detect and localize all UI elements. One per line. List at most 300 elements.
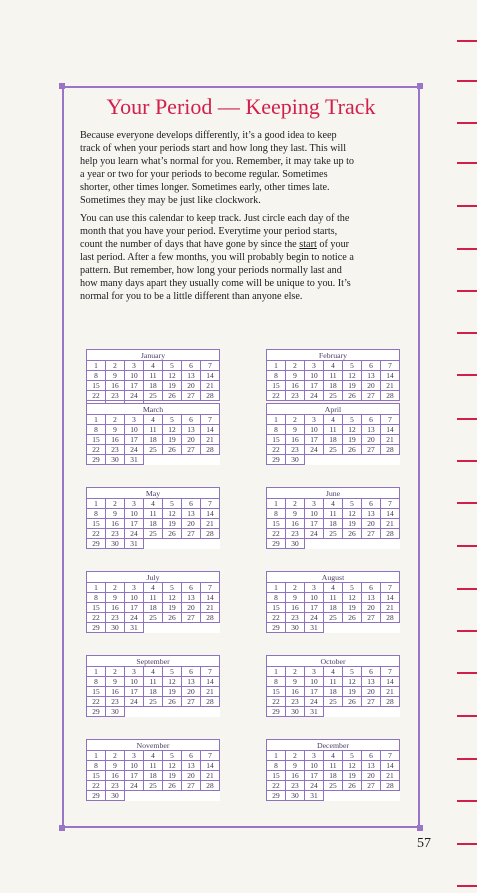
day-cell[interactable]: 2	[286, 361, 305, 371]
day-cell[interactable]: 30	[106, 539, 125, 549]
day-cell[interactable]: 15	[267, 771, 286, 781]
day-cell[interactable]: 27	[182, 391, 201, 401]
day-cell[interactable]: 1	[87, 415, 106, 425]
day-cell[interactable]: 5	[343, 583, 362, 593]
day-cell[interactable]: 8	[267, 761, 286, 771]
day-cell[interactable]: 17	[305, 687, 324, 697]
day-cell[interactable]: 23	[286, 445, 305, 455]
day-cell[interactable]: 3	[125, 583, 144, 593]
day-cell[interactable]: 3	[125, 667, 144, 677]
day-cell[interactable]: 30	[106, 623, 125, 633]
day-cell[interactable]: 14	[201, 593, 220, 603]
day-cell[interactable]: 8	[87, 593, 106, 603]
day-cell[interactable]: 26	[343, 445, 362, 455]
day-cell[interactable]: 8	[87, 425, 106, 435]
day-cell[interactable]: 16	[106, 687, 125, 697]
day-cell[interactable]: 21	[381, 381, 400, 391]
day-cell[interactable]: 20	[362, 435, 381, 445]
day-cell[interactable]: 9	[286, 761, 305, 771]
day-cell[interactable]: 26	[163, 697, 182, 707]
day-cell[interactable]: 15	[267, 435, 286, 445]
day-cell[interactable]: 16	[286, 687, 305, 697]
day-cell[interactable]: 1	[87, 583, 106, 593]
day-cell[interactable]: 23	[106, 391, 125, 401]
day-cell[interactable]: 14	[201, 509, 220, 519]
day-cell[interactable]: 20	[362, 771, 381, 781]
day-cell[interactable]: 20	[182, 519, 201, 529]
day-cell[interactable]: 7	[201, 583, 220, 593]
day-cell[interactable]: 3	[125, 415, 144, 425]
day-cell[interactable]: 16	[106, 603, 125, 613]
day-cell[interactable]: 2	[106, 361, 125, 371]
day-cell[interactable]: 24	[305, 781, 324, 791]
day-cell[interactable]: 5	[163, 751, 182, 761]
day-cell[interactable]: 26	[163, 613, 182, 623]
day-cell[interactable]: 28	[381, 781, 400, 791]
day-cell[interactable]: 25	[324, 781, 343, 791]
day-cell[interactable]: 24	[125, 697, 144, 707]
day-cell[interactable]: 29	[267, 707, 286, 717]
day-cell[interactable]: 22	[87, 529, 106, 539]
day-cell[interactable]: 5	[343, 667, 362, 677]
day-cell[interactable]: 25	[144, 445, 163, 455]
day-cell[interactable]: 27	[362, 781, 381, 791]
day-cell[interactable]: 26	[343, 529, 362, 539]
day-cell[interactable]: 14	[381, 593, 400, 603]
day-cell[interactable]: 12	[343, 509, 362, 519]
day-cell[interactable]: 2	[106, 751, 125, 761]
day-cell[interactable]: 16	[286, 381, 305, 391]
day-cell[interactable]: 7	[201, 751, 220, 761]
day-cell[interactable]: 29	[87, 707, 106, 717]
day-cell[interactable]: 12	[163, 761, 182, 771]
day-cell[interactable]: 30	[106, 791, 125, 801]
day-cell[interactable]: 17	[305, 519, 324, 529]
day-cell[interactable]: 4	[144, 751, 163, 761]
day-cell[interactable]: 27	[362, 445, 381, 455]
day-cell[interactable]: 25	[324, 529, 343, 539]
day-cell[interactable]: 19	[343, 435, 362, 445]
day-cell[interactable]: 8	[87, 677, 106, 687]
day-cell[interactable]: 18	[324, 603, 343, 613]
day-cell[interactable]: 8	[267, 425, 286, 435]
day-cell[interactable]: 29	[87, 791, 106, 801]
day-cell[interactable]: 7	[381, 583, 400, 593]
day-cell[interactable]: 4	[144, 499, 163, 509]
day-cell[interactable]: 23	[106, 529, 125, 539]
day-cell[interactable]: 27	[182, 529, 201, 539]
day-cell[interactable]: 4	[144, 583, 163, 593]
day-cell[interactable]: 20	[182, 435, 201, 445]
day-cell[interactable]: 6	[362, 583, 381, 593]
day-cell[interactable]: 18	[324, 435, 343, 445]
day-cell[interactable]: 23	[286, 781, 305, 791]
day-cell[interactable]: 28	[381, 529, 400, 539]
day-cell[interactable]: 9	[286, 593, 305, 603]
day-cell[interactable]: 29	[87, 539, 106, 549]
day-cell[interactable]: 25	[324, 391, 343, 401]
day-cell[interactable]: 23	[286, 391, 305, 401]
day-cell[interactable]: 7	[201, 361, 220, 371]
day-cell[interactable]: 15	[267, 687, 286, 697]
day-cell[interactable]: 24	[125, 529, 144, 539]
day-cell[interactable]: 30	[106, 707, 125, 717]
day-cell[interactable]: 10	[125, 593, 144, 603]
day-cell[interactable]: 8	[87, 509, 106, 519]
day-cell[interactable]: 1	[267, 415, 286, 425]
day-cell[interactable]: 10	[125, 677, 144, 687]
day-cell[interactable]: 30	[286, 623, 305, 633]
day-cell[interactable]: 20	[362, 519, 381, 529]
day-cell[interactable]: 5	[163, 361, 182, 371]
day-cell[interactable]: 9	[106, 371, 125, 381]
day-cell[interactable]: 2	[286, 667, 305, 677]
day-cell[interactable]: 10	[305, 677, 324, 687]
day-cell[interactable]: 27	[182, 445, 201, 455]
day-cell[interactable]: 3	[305, 415, 324, 425]
day-cell[interactable]: 1	[267, 751, 286, 761]
day-cell[interactable]: 4	[324, 415, 343, 425]
day-cell[interactable]: 10	[125, 761, 144, 771]
day-cell[interactable]: 14	[381, 425, 400, 435]
day-cell[interactable]: 15	[267, 519, 286, 529]
day-cell[interactable]: 6	[182, 583, 201, 593]
day-cell[interactable]: 18	[324, 381, 343, 391]
day-cell[interactable]: 24	[305, 697, 324, 707]
day-cell[interactable]: 20	[182, 771, 201, 781]
day-cell[interactable]: 21	[201, 381, 220, 391]
day-cell[interactable]: 21	[201, 771, 220, 781]
day-cell[interactable]: 17	[125, 603, 144, 613]
day-cell[interactable]: 1	[267, 667, 286, 677]
day-cell[interactable]: 11	[144, 677, 163, 687]
day-cell[interactable]: 29	[267, 455, 286, 465]
day-cell[interactable]: 18	[324, 519, 343, 529]
day-cell[interactable]: 22	[87, 613, 106, 623]
day-cell[interactable]: 2	[286, 751, 305, 761]
day-cell[interactable]: 6	[362, 667, 381, 677]
day-cell[interactable]: 7	[381, 667, 400, 677]
day-cell[interactable]: 25	[324, 697, 343, 707]
day-cell[interactable]: 5	[163, 499, 182, 509]
day-cell[interactable]: 2	[106, 583, 125, 593]
day-cell[interactable]: 18	[324, 687, 343, 697]
day-cell[interactable]: 21	[381, 519, 400, 529]
day-cell[interactable]: 11	[144, 509, 163, 519]
day-cell[interactable]: 26	[163, 391, 182, 401]
day-cell[interactable]: 11	[324, 509, 343, 519]
day-cell[interactable]: 18	[144, 435, 163, 445]
day-cell[interactable]: 23	[106, 613, 125, 623]
day-cell[interactable]: 16	[286, 519, 305, 529]
day-cell[interactable]: 26	[163, 781, 182, 791]
day-cell[interactable]: 28	[201, 529, 220, 539]
day-cell[interactable]: 22	[267, 391, 286, 401]
day-cell[interactable]: 9	[106, 509, 125, 519]
day-cell[interactable]: 7	[381, 499, 400, 509]
day-cell[interactable]: 6	[182, 499, 201, 509]
day-cell[interactable]: 30	[286, 539, 305, 549]
day-cell[interactable]: 14	[381, 677, 400, 687]
day-cell[interactable]: 24	[305, 613, 324, 623]
day-cell[interactable]: 18	[144, 519, 163, 529]
day-cell[interactable]: 13	[362, 371, 381, 381]
day-cell[interactable]: 17	[125, 435, 144, 445]
day-cell[interactable]: 27	[362, 697, 381, 707]
day-cell[interactable]: 1	[267, 499, 286, 509]
day-cell[interactable]: 19	[343, 771, 362, 781]
day-cell[interactable]: 21	[381, 687, 400, 697]
day-cell[interactable]: 4	[144, 361, 163, 371]
day-cell[interactable]: 26	[163, 529, 182, 539]
day-cell[interactable]: 5	[163, 583, 182, 593]
day-cell[interactable]: 5	[343, 415, 362, 425]
day-cell[interactable]: 29	[87, 623, 106, 633]
day-cell[interactable]: 9	[106, 677, 125, 687]
day-cell[interactable]: 6	[182, 361, 201, 371]
day-cell[interactable]: 28	[381, 613, 400, 623]
day-cell[interactable]: 13	[362, 761, 381, 771]
day-cell[interactable]: 6	[362, 751, 381, 761]
day-cell[interactable]: 1	[87, 751, 106, 761]
day-cell[interactable]: 14	[201, 677, 220, 687]
day-cell[interactable]: 7	[201, 667, 220, 677]
day-cell[interactable]: 27	[182, 781, 201, 791]
day-cell[interactable]: 13	[182, 593, 201, 603]
day-cell[interactable]: 28	[381, 697, 400, 707]
day-cell[interactable]: 12	[343, 761, 362, 771]
day-cell[interactable]: 7	[381, 751, 400, 761]
day-cell[interactable]: 27	[362, 391, 381, 401]
day-cell[interactable]: 22	[267, 529, 286, 539]
day-cell[interactable]: 13	[182, 677, 201, 687]
day-cell[interactable]: 19	[343, 687, 362, 697]
day-cell[interactable]: 14	[201, 761, 220, 771]
day-cell[interactable]: 14	[381, 761, 400, 771]
day-cell[interactable]: 15	[87, 381, 106, 391]
day-cell[interactable]: 31	[125, 539, 144, 549]
day-cell[interactable]: 31	[125, 623, 144, 633]
day-cell[interactable]: 12	[343, 371, 362, 381]
day-cell[interactable]: 2	[286, 583, 305, 593]
day-cell[interactable]: 27	[182, 613, 201, 623]
day-cell[interactable]: 25	[144, 391, 163, 401]
day-cell[interactable]: 16	[106, 519, 125, 529]
day-cell[interactable]: 1	[87, 667, 106, 677]
day-cell[interactable]: 19	[163, 519, 182, 529]
day-cell[interactable]: 7	[381, 415, 400, 425]
day-cell[interactable]: 28	[381, 391, 400, 401]
day-cell[interactable]: 29	[87, 455, 106, 465]
day-cell[interactable]: 23	[106, 781, 125, 791]
day-cell[interactable]: 10	[305, 371, 324, 381]
day-cell[interactable]: 11	[324, 425, 343, 435]
day-cell[interactable]: 12	[163, 425, 182, 435]
day-cell[interactable]: 9	[286, 425, 305, 435]
day-cell[interactable]: 3	[305, 583, 324, 593]
day-cell[interactable]: 10	[305, 425, 324, 435]
day-cell[interactable]: 13	[182, 761, 201, 771]
day-cell[interactable]: 3	[305, 361, 324, 371]
day-cell[interactable]: 9	[286, 677, 305, 687]
day-cell[interactable]: 11	[324, 371, 343, 381]
day-cell[interactable]: 14	[201, 371, 220, 381]
day-cell[interactable]: 5	[343, 499, 362, 509]
day-cell[interactable]: 10	[305, 593, 324, 603]
day-cell[interactable]: 19	[163, 381, 182, 391]
day-cell[interactable]: 19	[163, 771, 182, 781]
day-cell[interactable]: 24	[125, 781, 144, 791]
day-cell[interactable]: 31	[125, 455, 144, 465]
day-cell[interactable]: 21	[381, 603, 400, 613]
day-cell[interactable]: 20	[182, 687, 201, 697]
day-cell[interactable]: 18	[144, 381, 163, 391]
day-cell[interactable]: 19	[163, 687, 182, 697]
day-cell[interactable]: 17	[305, 435, 324, 445]
day-cell[interactable]: 12	[343, 593, 362, 603]
day-cell[interactable]: 7	[201, 499, 220, 509]
day-cell[interactable]: 3	[125, 361, 144, 371]
day-cell[interactable]: 22	[87, 697, 106, 707]
day-cell[interactable]: 19	[343, 603, 362, 613]
day-cell[interactable]: 26	[343, 391, 362, 401]
day-cell[interactable]: 4	[324, 499, 343, 509]
day-cell[interactable]: 10	[305, 761, 324, 771]
day-cell[interactable]: 16	[106, 381, 125, 391]
day-cell[interactable]: 21	[381, 771, 400, 781]
day-cell[interactable]: 8	[267, 509, 286, 519]
day-cell[interactable]: 16	[106, 771, 125, 781]
day-cell[interactable]: 28	[381, 445, 400, 455]
day-cell[interactable]: 25	[144, 697, 163, 707]
day-cell[interactable]: 4	[324, 361, 343, 371]
day-cell[interactable]: 30	[286, 455, 305, 465]
day-cell[interactable]: 26	[343, 781, 362, 791]
day-cell[interactable]: 4	[144, 415, 163, 425]
day-cell[interactable]: 11	[324, 761, 343, 771]
day-cell[interactable]: 25	[144, 781, 163, 791]
day-cell[interactable]: 7	[381, 361, 400, 371]
day-cell[interactable]: 23	[286, 613, 305, 623]
day-cell[interactable]: 17	[125, 687, 144, 697]
day-cell[interactable]: 28	[201, 781, 220, 791]
day-cell[interactable]: 31	[305, 791, 324, 801]
day-cell[interactable]: 15	[267, 381, 286, 391]
day-cell[interactable]: 9	[106, 761, 125, 771]
day-cell[interactable]: 16	[286, 435, 305, 445]
day-cell[interactable]: 25	[324, 445, 343, 455]
day-cell[interactable]: 29	[267, 623, 286, 633]
day-cell[interactable]: 9	[286, 509, 305, 519]
day-cell[interactable]: 3	[125, 499, 144, 509]
day-cell[interactable]: 21	[201, 603, 220, 613]
day-cell[interactable]: 4	[144, 667, 163, 677]
day-cell[interactable]: 2	[106, 499, 125, 509]
day-cell[interactable]: 8	[87, 371, 106, 381]
day-cell[interactable]: 21	[381, 435, 400, 445]
day-cell[interactable]: 6	[182, 415, 201, 425]
day-cell[interactable]: 17	[125, 771, 144, 781]
day-cell[interactable]: 1	[87, 361, 106, 371]
day-cell[interactable]: 28	[201, 697, 220, 707]
day-cell[interactable]: 6	[182, 751, 201, 761]
day-cell[interactable]: 23	[106, 445, 125, 455]
day-cell[interactable]: 9	[106, 593, 125, 603]
day-cell[interactable]: 24	[125, 391, 144, 401]
day-cell[interactable]: 17	[305, 603, 324, 613]
day-cell[interactable]: 29	[267, 791, 286, 801]
day-cell[interactable]: 10	[125, 425, 144, 435]
day-cell[interactable]: 21	[201, 435, 220, 445]
day-cell[interactable]: 6	[362, 499, 381, 509]
day-cell[interactable]: 3	[305, 751, 324, 761]
day-cell[interactable]: 12	[343, 425, 362, 435]
day-cell[interactable]: 16	[286, 771, 305, 781]
day-cell[interactable]: 27	[362, 613, 381, 623]
day-cell[interactable]: 2	[286, 499, 305, 509]
day-cell[interactable]: 26	[343, 697, 362, 707]
day-cell[interactable]: 29	[267, 539, 286, 549]
day-cell[interactable]: 15	[87, 435, 106, 445]
day-cell[interactable]: 24	[125, 613, 144, 623]
day-cell[interactable]: 11	[144, 593, 163, 603]
day-cell[interactable]: 11	[144, 761, 163, 771]
day-cell[interactable]: 14	[381, 371, 400, 381]
day-cell[interactable]: 1	[267, 361, 286, 371]
day-cell[interactable]: 11	[324, 593, 343, 603]
day-cell[interactable]: 22	[87, 445, 106, 455]
day-cell[interactable]: 9	[106, 425, 125, 435]
day-cell[interactable]: 4	[324, 583, 343, 593]
day-cell[interactable]: 15	[87, 519, 106, 529]
day-cell[interactable]: 6	[362, 415, 381, 425]
day-cell[interactable]: 11	[144, 425, 163, 435]
day-cell[interactable]: 3	[305, 499, 324, 509]
day-cell[interactable]: 5	[163, 667, 182, 677]
day-cell[interactable]: 18	[144, 687, 163, 697]
day-cell[interactable]: 27	[362, 529, 381, 539]
day-cell[interactable]: 18	[144, 603, 163, 613]
day-cell[interactable]: 13	[362, 509, 381, 519]
day-cell[interactable]: 24	[305, 391, 324, 401]
day-cell[interactable]: 31	[305, 707, 324, 717]
day-cell[interactable]: 10	[125, 509, 144, 519]
day-cell[interactable]: 12	[163, 371, 182, 381]
day-cell[interactable]: 2	[106, 415, 125, 425]
day-cell[interactable]: 26	[343, 613, 362, 623]
day-cell[interactable]: 4	[324, 751, 343, 761]
day-cell[interactable]: 18	[324, 771, 343, 781]
day-cell[interactable]: 30	[106, 455, 125, 465]
day-cell[interactable]: 19	[343, 381, 362, 391]
day-cell[interactable]: 5	[343, 361, 362, 371]
day-cell[interactable]: 17	[125, 381, 144, 391]
day-cell[interactable]: 10	[125, 371, 144, 381]
day-cell[interactable]: 8	[267, 371, 286, 381]
day-cell[interactable]: 30	[286, 791, 305, 801]
day-cell[interactable]: 23	[286, 697, 305, 707]
day-cell[interactable]: 1	[87, 499, 106, 509]
day-cell[interactable]: 13	[362, 425, 381, 435]
day-cell[interactable]: 31	[305, 623, 324, 633]
day-cell[interactable]: 24	[305, 445, 324, 455]
day-cell[interactable]: 18	[144, 771, 163, 781]
day-cell[interactable]: 6	[182, 667, 201, 677]
day-cell[interactable]: 25	[324, 613, 343, 623]
day-cell[interactable]: 21	[201, 687, 220, 697]
day-cell[interactable]: 28	[201, 613, 220, 623]
day-cell[interactable]: 12	[163, 509, 182, 519]
